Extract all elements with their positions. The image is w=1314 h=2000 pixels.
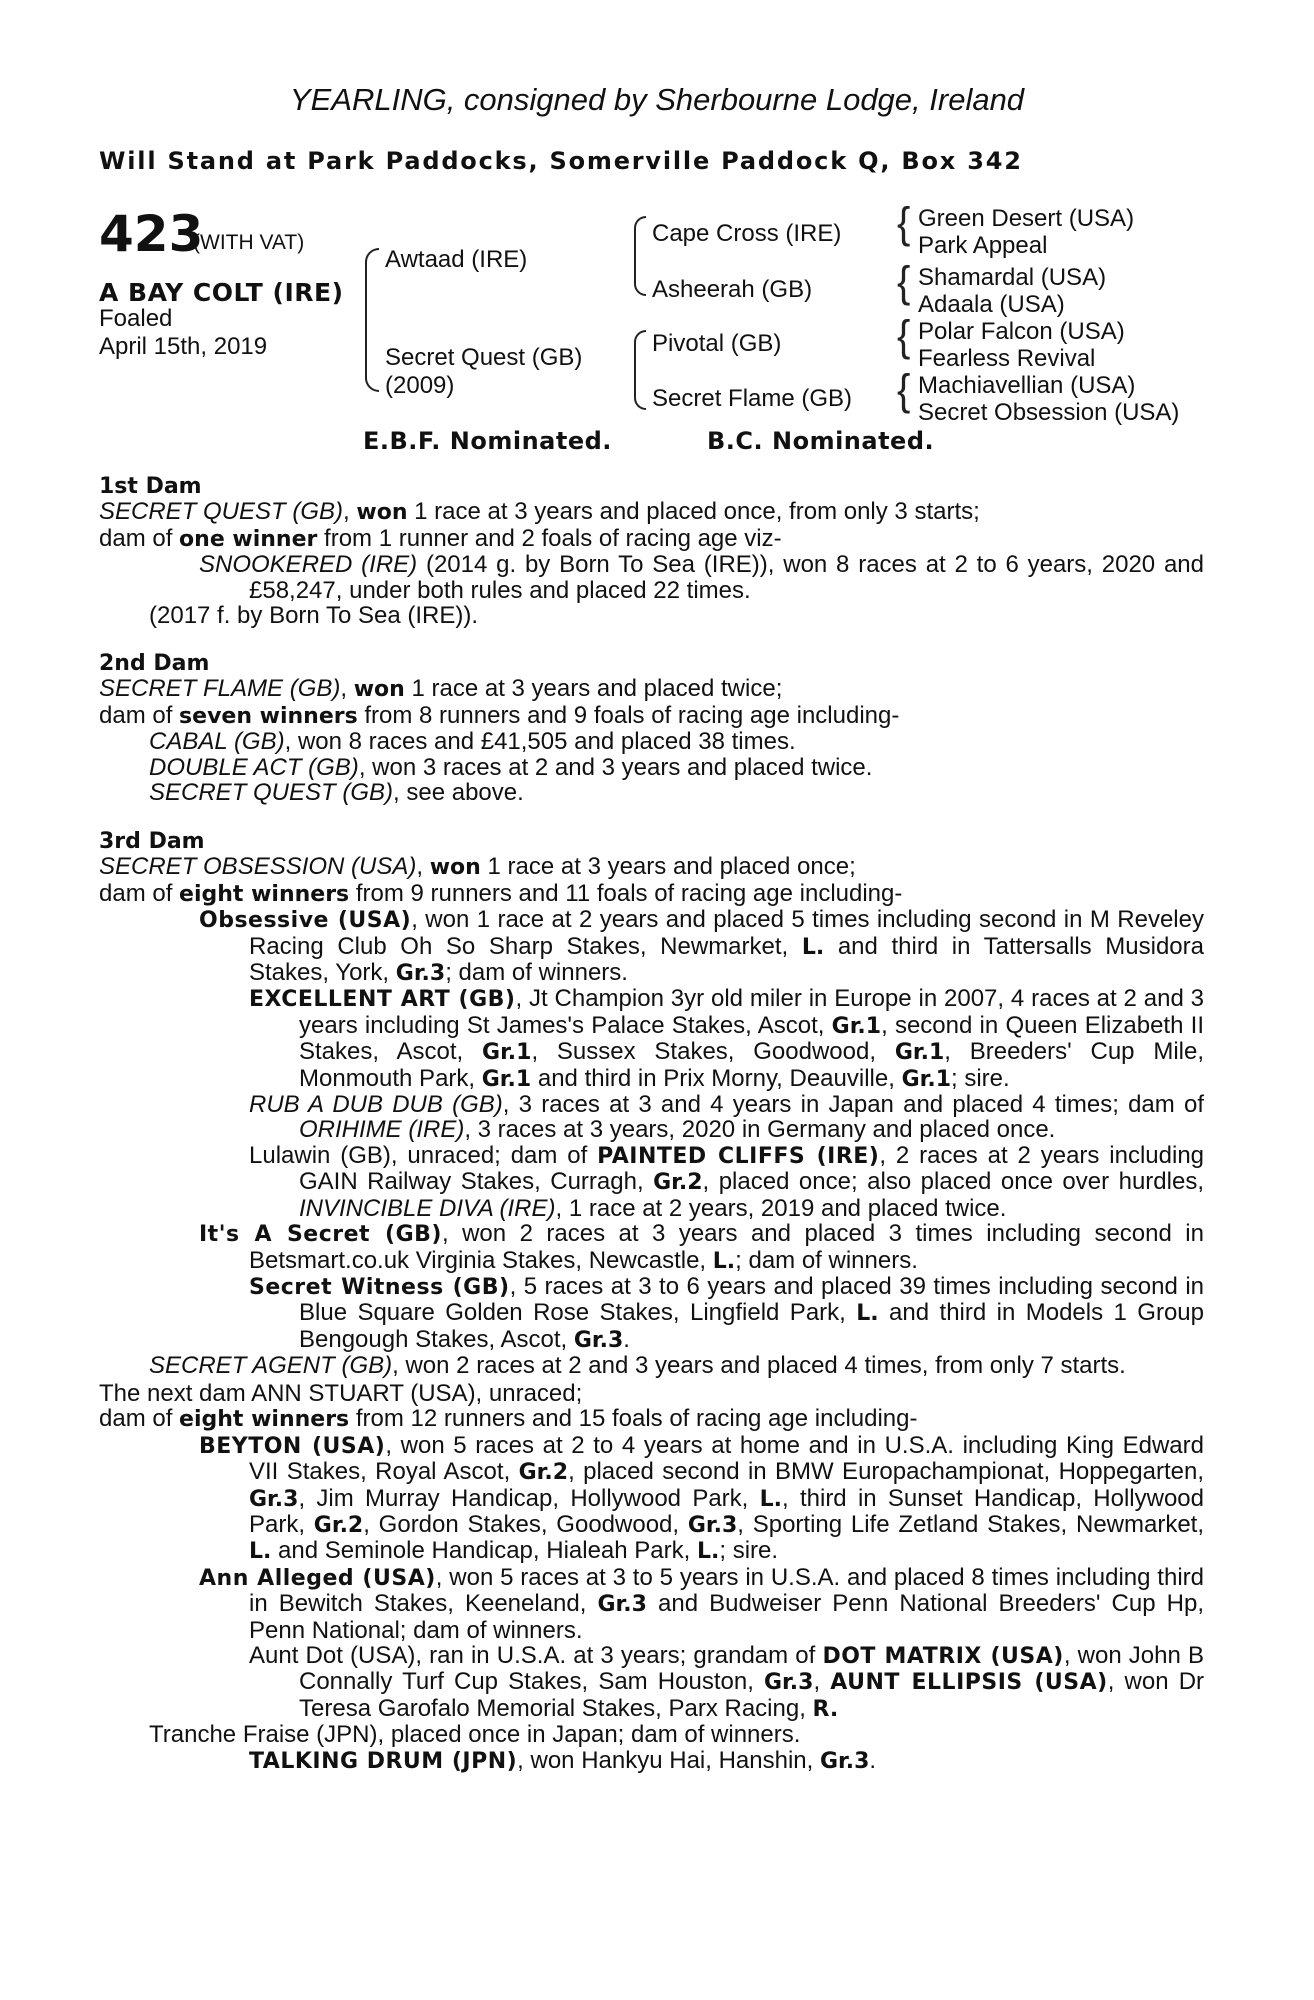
dam-line: The next dam ANN STUART (USA), unraced; bbox=[99, 1380, 583, 1407]
dam-line: SECRET QUEST (GB), won 1 race at 3 years and placed once, from only 3 starts; bbox=[99, 498, 980, 526]
pedigree-bracket bbox=[365, 248, 379, 392]
ebf-nominated: E.B.F. Nominated. bbox=[363, 427, 612, 455]
pedigree-brace: { bbox=[897, 365, 911, 415]
progeny-entry: SECRET QUEST (GB), see above. bbox=[149, 779, 524, 807]
section-heading: 1st Dam bbox=[99, 474, 202, 499]
progeny-entry: BEYTON (USA), won 5 races at 2 to 4 years at home and in U.S.A. including King Edward VII Stakes, Royal Ascot, Gr.2, placed second in BMW Europachampionat, Hoppegarten, Gr.3, Jim Murray Handicap, Hollywood Park, L., third in Sunset Handicap, Hollywood Park, Gr.2, Gordon Stakes, Goodwood, Gr.3, Sporting Life Zetland Stakes, Newmarket, L. and Seminole Handicap, Hialeah Park, L.; sire. bbox=[199, 1431, 1205, 1565]
dam-year: (2009) bbox=[385, 372, 455, 399]
progeny-entry: Obsessive (USA), won 1 race at 2 years and placed 5 times including second in M Reveley Racing Club Oh So Sharp Stakes, Newmarket, L. and third in Tattersalls Musidora Stakes, York, Gr.3; dam of winners. bbox=[199, 906, 1204, 987]
grandsire-4: Machiavellian (USA) bbox=[918, 372, 1136, 399]
third-dam-section bbox=[99, 829, 1204, 1379]
grandsire-1: Green Desert (USA) bbox=[918, 205, 1135, 232]
granddam-2: Adaala (USA) bbox=[918, 291, 1065, 318]
produce-line: dam of eight winners from 12 runners and 15 foals of racing age including- bbox=[99, 1405, 918, 1433]
pedigree-bracket bbox=[634, 216, 646, 296]
pedigree-bracket bbox=[634, 330, 646, 410]
pedigree-brace: { bbox=[897, 198, 911, 248]
vat-label: (WITH VAT) bbox=[193, 231, 305, 254]
section-heading: 2nd Dam bbox=[99, 651, 210, 676]
lot-description: A BAY COLT (IRE) bbox=[99, 278, 344, 307]
granddam-1: Park Appeal bbox=[918, 232, 1048, 259]
progeny-entry: CABAL (GB), won 8 races and £41,505 and placed 38 times. bbox=[149, 728, 796, 756]
progeny-entry: It's A Secret (GB), won 2 races at 3 years and placed 3 times including second in Betsmart.co.uk Virginia Stakes, Newcastle, L.; dam of winners. bbox=[199, 1220, 1204, 1274]
grandsire-3: Polar Falcon (USA) bbox=[918, 318, 1125, 345]
progeny-entry: Aunt Dot (USA), ran in U.S.A. at 3 years; grandam of DOT MATRIX (USA), won John B Connally Turf Cup Stakes, Sam Houston, Gr.3, AUNT ELLIPSIS (USA), won Dr Teresa Garofalo Memorial Stakes, Parx Racing, R. bbox=[249, 1642, 1205, 1722]
progeny-entry: RUB A DUB DUB (GB), 3 races at 3 and 4 years in Japan and placed 4 times; dam of ORIHIME (IRE), 3 races at 3 years, 2020 in Germany and placed once. bbox=[249, 1091, 1205, 1144]
lot-number: 423 bbox=[99, 205, 204, 263]
granddam-4: Secret Obsession (USA) bbox=[918, 399, 1180, 426]
pedigree-brace: { bbox=[897, 311, 911, 361]
foaled-label: Foaled bbox=[99, 305, 173, 332]
dam-line: SECRET FLAME (GB), won 1 race at 3 years and placed twice; bbox=[99, 675, 783, 703]
produce-line: dam of eight winners from 9 runners and 11 foals of racing age including- bbox=[99, 879, 903, 907]
progeny-entry: Lulawin (GB), unraced; dam of PAINTED CLIFFS (IRE), 2 races at 2 years including GAIN Railway Stakes, Curragh, Gr.2, placed once; also placed once over hurdles, INVINCIBLE DIVA (IRE), 1 race at 2 years, 2019 and placed twice. bbox=[249, 1141, 1205, 1222]
produce-line: dam of seven winners from 8 runners and 9 foals of racing age including- bbox=[99, 701, 900, 729]
progeny-entry: Ann Alleged (USA), won 5 races at 3 to 5 years in U.S.A. and placed 8 times including third in Bewitch Stakes, Keeneland, Gr.3 and Budweiser Penn National Breeders' Cup Hp, Penn National; dam of winners. bbox=[199, 1563, 1204, 1644]
next-dam-section bbox=[99, 1381, 1204, 1774]
sire-sire: Cape Cross (IRE) bbox=[652, 220, 842, 247]
progeny-entry: DOUBLE ACT (GB), won 3 races at 2 and 3 years and placed twice. bbox=[149, 753, 873, 781]
progeny-entry: (2017 f. by Born To Sea (IRE)). bbox=[149, 602, 479, 630]
grandsire-2: Shamardal (USA) bbox=[918, 264, 1107, 291]
dam-dam: Secret Flame (GB) bbox=[652, 385, 853, 412]
second-dam-section bbox=[99, 651, 1204, 805]
dam-sire: Pivotal (GB) bbox=[652, 330, 782, 357]
produce-line: dam of one winner from 1 runner and 2 foals of racing age viz- bbox=[99, 524, 782, 552]
progeny-entry: SNOOKERED (IRE) (2014 g. by Born To Sea (IRE)), won 8 races at 2 to 6 years, 2020 and £58,247, under both rules and placed 22 times. bbox=[199, 551, 1204, 604]
dam-line: SECRET OBSESSION (USA), won 1 race at 3 years and placed once; bbox=[99, 853, 856, 881]
dam: Secret Quest (GB) bbox=[385, 344, 583, 371]
progeny-entry: TALKING DRUM (JPN), won Hankyu Hai, Hanshin, Gr.3. bbox=[249, 1746, 877, 1774]
section-heading: 3rd Dam bbox=[99, 829, 205, 854]
progeny-entry: EXCELLENT ART (GB), Jt Champion 3yr old miler in Europe in 2007, 4 races at 2 and 3 years including St James's Palace Stakes, Ascot, Gr.1, second in Queen Elizabeth II Stakes, Ascot, Gr.1, Sussex Stakes, Goodwood, Gr.1, Breeders' Cup Mile, Monmouth Park, Gr.1 and third in Prix Morny, Deauville, Gr.1; sire. bbox=[249, 985, 1204, 1092]
sire: Awtaad (IRE) bbox=[385, 246, 528, 273]
progeny-entry: Secret Witness (GB), 5 races at 3 to 6 years and placed 39 times including second in Blue Square Golden Rose Stakes, Lingfield Park, L. and third in Models 1 Group Bengough Stakes, Ascot, Gr.3. bbox=[249, 1272, 1204, 1353]
bc-nominated: B.C. Nominated. bbox=[707, 427, 935, 455]
progeny-entry: Tranche Fraise (JPN), placed once in Japan; dam of winners. bbox=[149, 1721, 801, 1749]
stabling-line: Will Stand at Park Paddocks, Somerville Paddock Q, Box 342 bbox=[99, 147, 1023, 175]
granddam-3: Fearless Revival bbox=[918, 345, 1096, 372]
pedigree-brace: { bbox=[897, 257, 911, 307]
consignor-line: YEARLING, consigned by Sherbourne Lodge, Ireland bbox=[289, 82, 1025, 117]
sire-dam: Asheerah (GB) bbox=[652, 276, 813, 303]
foaled-date: April 15th, 2019 bbox=[99, 333, 268, 360]
first-dam-section bbox=[99, 474, 1204, 628]
progeny-entry: SECRET AGENT (GB), won 2 races at 2 and 3 years and placed 4 times, from only 7 starts. bbox=[149, 1352, 1126, 1380]
